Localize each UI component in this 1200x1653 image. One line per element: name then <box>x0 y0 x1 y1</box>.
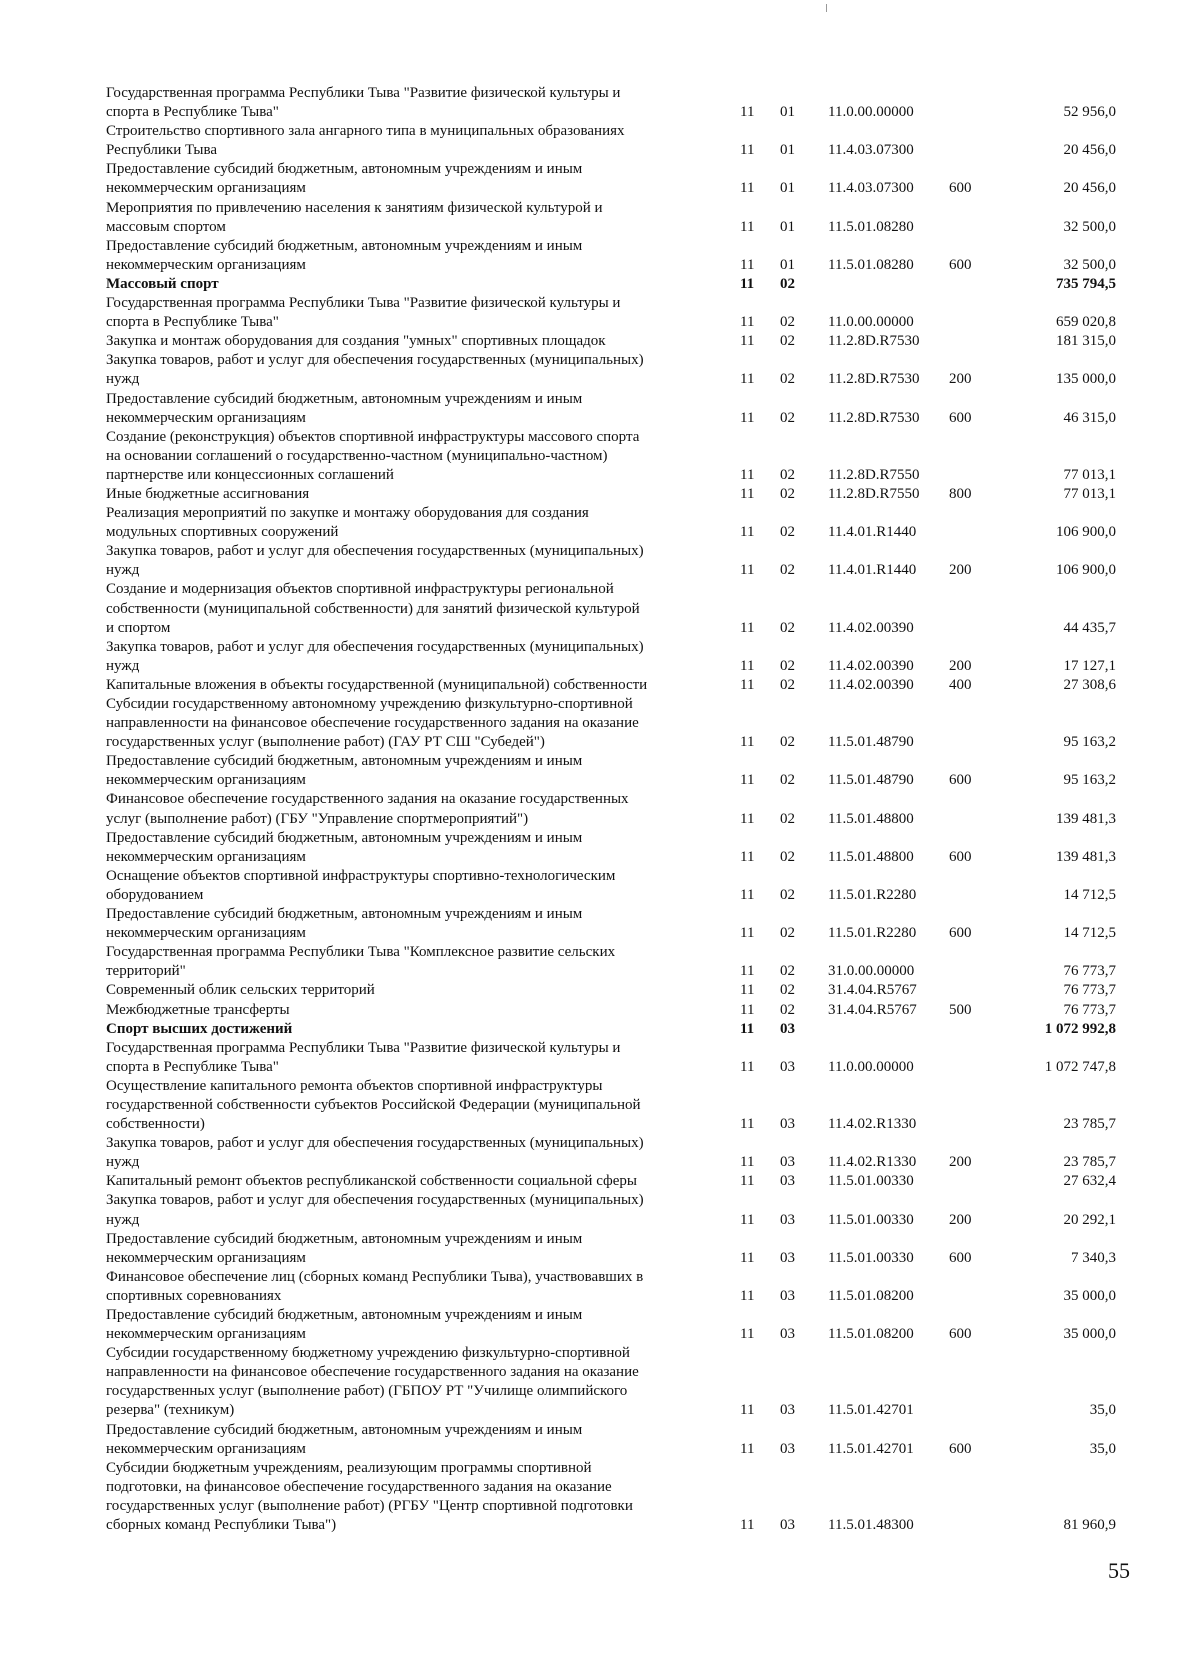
row-section-code: 11 <box>740 848 755 865</box>
row-amount: 95 163,2 <box>1063 734 1116 751</box>
row-amount: 20 292,1 <box>1063 1211 1116 1228</box>
table-row <box>106 867 1116 905</box>
page-number: 55 <box>1108 1558 1130 1583</box>
row-amount: 76 773,7 <box>1063 963 1116 980</box>
row-amount: 181 315,0 <box>1056 333 1116 350</box>
row-name: Предоставление субсидий бюджетным, автономным учреждениям и иным некоммерческим организациям <box>106 753 583 789</box>
table-row <box>106 390 1116 428</box>
row-name: Государственная программа Республики Тыва "Комплексное развитие сельских территорий" <box>106 944 616 980</box>
row-subsection-code: 02 <box>780 982 795 999</box>
row-section-code: 11 <box>740 466 755 483</box>
row-subsection-code: 02 <box>780 466 795 483</box>
table-row <box>106 294 1116 332</box>
table-row <box>106 122 1116 160</box>
row-amount: 95 163,2 <box>1063 772 1116 789</box>
row-target-article: 11.5.01.48790 <box>828 772 914 789</box>
row-amount: 20 456,0 <box>1063 142 1116 159</box>
table-row <box>106 160 1116 198</box>
row-section-code: 11 <box>740 1173 755 1190</box>
row-subsection-code: 03 <box>780 1517 795 1534</box>
row-subsection-code: 01 <box>780 180 795 197</box>
row-target-article: 11.4.03.07300 <box>828 180 914 197</box>
row-amount: 35 000,0 <box>1063 1287 1116 1304</box>
row-section-code: 11 <box>740 1326 755 1343</box>
row-subsection-code: 02 <box>780 772 795 789</box>
table-row <box>106 504 1116 542</box>
row-target-article: 11.0.00.00000 <box>828 314 914 331</box>
row-target-article: 11.4.01.R1440 <box>828 524 917 541</box>
row-name: Реализация мероприятий по закупке и монтажу оборудования для создания модульных спортивных сооружений <box>106 505 589 541</box>
row-target-article: 11.5.01.42701 <box>828 1402 914 1419</box>
row-name: Субсидии государственному автономному учреждению физкультурно-спортивной направленности на финансовое обеспечение государственного задания на оказание государственных услуг (выполнение работ) (ГАУ РТ СШ "Субедей") <box>106 696 639 751</box>
row-section-code: 11 <box>740 1402 755 1419</box>
row-amount: 27 308,6 <box>1063 676 1116 693</box>
table-row <box>106 790 1116 828</box>
row-target-article: 31.0.00.00000 <box>828 963 915 980</box>
row-subsection-code: 02 <box>780 275 795 292</box>
row-target-article: 11.5.01.R2280 <box>828 925 917 942</box>
row-section-code: 11 <box>740 409 755 426</box>
row-amount: 77 013,1 <box>1063 466 1116 483</box>
row-expense-type: 200 <box>949 1211 972 1228</box>
table-row <box>106 695 1116 752</box>
row-amount: 35,0 <box>1089 1402 1116 1419</box>
table-row <box>106 752 1116 790</box>
row-name: Межбюджетные трансферты <box>106 1001 290 1018</box>
budget-table <box>106 84 1116 1535</box>
row-name: Закупка товаров, работ и услуг для обеспечения государственных (муниципальных) нужд <box>106 543 644 579</box>
section-header-row <box>106 275 1116 294</box>
table-row <box>106 1268 1116 1306</box>
row-section-code: 11 <box>740 142 755 159</box>
row-section-code: 11 <box>740 1058 755 1075</box>
row-subsection-code: 02 <box>780 676 795 693</box>
row-name: Предоставление субсидий бюджетным, автономным учреждениям и иным некоммерческим организациям <box>106 161 583 197</box>
row-section-code: 11 <box>740 619 755 636</box>
row-subsection-code: 02 <box>780 619 795 636</box>
table-row <box>106 1172 1116 1191</box>
row-amount: 52 956,0 <box>1063 104 1116 121</box>
row-amount: 139 481,3 <box>1056 848 1116 865</box>
row-name: Современный облик сельских территорий <box>106 982 375 999</box>
row-name: Капитальные вложения в объекты государственной (муниципальной) собственности <box>106 676 648 693</box>
row-subsection-code: 03 <box>780 1211 795 1228</box>
row-target-article: 11.4.02.R1330 <box>828 1154 917 1171</box>
row-amount: 23 785,7 <box>1063 1154 1116 1171</box>
row-section-code: 11 <box>740 275 755 292</box>
table-row <box>106 351 1116 389</box>
row-target-article: 11.5.01.48800 <box>828 848 914 865</box>
row-amount: 23 785,7 <box>1063 1116 1116 1133</box>
row-target-article: 11.4.02.00390 <box>828 619 914 636</box>
table-row <box>106 638 1116 676</box>
row-section-code: 11 <box>740 314 755 331</box>
row-target-article: 31.4.04.R5767 <box>828 1001 917 1018</box>
row-section-code: 11 <box>740 485 755 502</box>
row-section-code: 11 <box>740 963 755 980</box>
row-amount: 14 712,5 <box>1063 886 1116 903</box>
row-target-article: 11.5.01.42701 <box>828 1440 914 1457</box>
row-target-article: 11.5.01.48300 <box>828 1517 914 1534</box>
row-subsection-code: 01 <box>780 104 795 121</box>
row-name: Предоставление субсидий бюджетным, автономным учреждениям и иным некоммерческим организациям <box>106 1421 583 1457</box>
row-name: Закупка товаров, работ и услуг для обеспечения государственных (муниципальных) нужд <box>106 638 644 674</box>
row-section-code: 11 <box>740 810 755 827</box>
row-target-article: 11.4.01.R1440 <box>828 562 917 579</box>
row-subsection-code: 02 <box>780 524 795 541</box>
row-expense-type: 600 <box>949 772 972 789</box>
row-subsection-code: 01 <box>780 218 795 235</box>
row-name: Предоставление субсидий бюджетным, автономным учреждениям и иным некоммерческим организациям <box>106 1230 583 1266</box>
row-subsection-code: 02 <box>780 485 795 502</box>
table-row <box>106 905 1116 943</box>
row-subsection-code: 03 <box>780 1020 795 1037</box>
row-target-article: 11.5.01.R2280 <box>828 886 917 903</box>
row-target-article: 11.5.01.00330 <box>828 1211 914 1228</box>
row-name: Мероприятия по привлечению населения к занятиям физической культурой и массовым спортом <box>106 199 603 235</box>
row-expense-type: 600 <box>949 256 972 273</box>
row-section-code: 11 <box>740 1116 755 1133</box>
table-row <box>106 1001 1116 1020</box>
row-subsection-code: 02 <box>780 810 795 827</box>
row-expense-type: 200 <box>949 1154 972 1171</box>
row-subsection-code: 01 <box>780 256 795 273</box>
row-expense-type: 200 <box>949 371 972 388</box>
row-name: Государственная программа Республики Тыва "Развитие физической культуры и спорта в Республике Тыва" <box>106 1039 621 1075</box>
row-target-article: 11.0.00.00000 <box>828 104 914 121</box>
row-subsection-code: 03 <box>780 1440 795 1457</box>
row-section-code: 11 <box>740 772 755 789</box>
row-amount: 81 960,9 <box>1063 1517 1116 1534</box>
row-section-code: 11 <box>740 333 755 350</box>
row-expense-type: 400 <box>949 676 972 693</box>
table-row <box>106 1230 1116 1268</box>
row-subsection-code: 03 <box>780 1058 795 1075</box>
row-target-article: 11.2.8D.R7530 <box>828 333 920 350</box>
row-subsection-code: 02 <box>780 371 795 388</box>
row-section-code: 11 <box>740 524 755 541</box>
row-name: Капитальный ремонт объектов республиканской собственности социальной сферы <box>106 1173 637 1190</box>
table-row <box>106 981 1116 1000</box>
row-expense-type: 600 <box>949 1249 972 1266</box>
table-row <box>106 1306 1116 1344</box>
row-name: Финансовое обеспечение государственного задания на оказание государственных услуг (выполнение работ) (ГБУ "Управление спортмероприятий") <box>106 791 629 827</box>
row-name: Финансовое обеспечение лиц (сборных команд Республики Тыва), участвовавших в спортивных соревнованиях <box>106 1268 644 1304</box>
row-section-code: 11 <box>740 180 755 197</box>
row-section-code: 11 <box>740 657 755 674</box>
row-amount: 32 500,0 <box>1063 218 1116 235</box>
table-row <box>106 1191 1116 1229</box>
table-row <box>106 1134 1116 1172</box>
row-expense-type: 600 <box>949 409 972 426</box>
row-subsection-code: 02 <box>780 562 795 579</box>
row-expense-type: 500 <box>949 1001 972 1018</box>
table-row <box>106 428 1116 485</box>
table-row <box>106 237 1116 275</box>
row-section-code: 11 <box>740 1517 755 1534</box>
row-amount: 1 072 992,8 <box>1044 1020 1116 1037</box>
row-amount: 46 315,0 <box>1063 409 1116 426</box>
row-name: Закупка и монтаж оборудования для создания "умных" спортивных площадок <box>106 333 606 350</box>
row-subsection-code: 03 <box>780 1402 795 1419</box>
table-row <box>106 1039 1116 1077</box>
row-name: Спорт высших достижений <box>106 1020 293 1037</box>
row-section-code: 11 <box>740 1001 755 1018</box>
row-expense-type: 600 <box>949 848 972 865</box>
row-amount: 77 013,1 <box>1063 485 1116 502</box>
row-amount: 7 340,3 <box>1071 1249 1116 1266</box>
row-name: Предоставление субсидий бюджетным, автономным учреждениям и иным некоммерческим организациям <box>106 1307 583 1343</box>
row-target-article: 31.4.04.R5767 <box>828 982 917 999</box>
row-expense-type: 600 <box>949 1326 972 1343</box>
row-subsection-code: 02 <box>780 333 795 350</box>
row-amount: 32 500,0 <box>1063 256 1116 273</box>
row-name: Предоставление субсидий бюджетным, автономным учреждениям и иным некоммерческим организациям <box>106 906 583 942</box>
row-section-code: 11 <box>740 982 755 999</box>
table-row <box>106 84 1116 122</box>
table-row <box>106 1077 1116 1134</box>
row-amount: 735 794,5 <box>1056 275 1116 292</box>
row-subsection-code: 02 <box>780 314 795 331</box>
row-target-article: 11.4.03.07300 <box>828 142 914 159</box>
row-target-article: 11.2.8D.R7530 <box>828 409 920 426</box>
row-section-code: 11 <box>740 1287 755 1304</box>
section-header-row <box>106 1020 1116 1039</box>
row-subsection-code: 02 <box>780 848 795 865</box>
row-name: Предоставление субсидий бюджетным, автономным учреждениям и иным некоммерческим организациям <box>106 390 583 426</box>
row-name: Создание и модернизация объектов спортивной инфраструктуры региональной собственности (муниципальной собственности) для занятий физической культурой и спортом <box>106 581 640 636</box>
row-target-article: 11.5.01.00330 <box>828 1249 914 1266</box>
row-name: Предоставление субсидий бюджетным, автономным учреждениям и иным некоммерческим организациям <box>106 237 583 273</box>
row-name: Государственная программа Республики Тыва "Развитие физической культуры и спорта в Республике Тыва" <box>106 85 621 121</box>
row-name: Создание (реконструкция) объектов спортивной инфраструктуры массового спорта на основании соглашений о государственно-частном (муниципально-частном) партнерстве или концессионных соглашений <box>106 428 640 483</box>
row-subsection-code: 02 <box>780 1001 795 1018</box>
row-section-code: 11 <box>740 676 755 693</box>
row-section-code: 11 <box>740 886 755 903</box>
row-amount: 659 020,8 <box>1056 314 1116 331</box>
row-amount: 35,0 <box>1089 1440 1116 1457</box>
row-amount: 1 072 747,8 <box>1044 1058 1116 1075</box>
table-row <box>106 1421 1116 1459</box>
table-row <box>106 1344 1116 1420</box>
row-amount: 14 712,5 <box>1063 925 1116 942</box>
row-subsection-code: 03 <box>780 1326 795 1343</box>
row-target-article: 11.5.01.00330 <box>828 1173 914 1190</box>
row-amount: 20 456,0 <box>1063 180 1116 197</box>
table-row <box>106 829 1116 867</box>
row-amount: 139 481,3 <box>1056 810 1116 827</box>
row-target-article: 11.2.8D.R7550 <box>828 485 920 502</box>
row-target-article: 11.4.02.00390 <box>828 657 914 674</box>
table-row <box>106 943 1116 981</box>
row-subsection-code: 01 <box>780 142 795 159</box>
row-target-article: 11.5.01.08200 <box>828 1287 914 1304</box>
row-subsection-code: 03 <box>780 1154 795 1171</box>
row-expense-type: 800 <box>949 485 972 502</box>
row-amount: 106 900,0 <box>1056 562 1116 579</box>
row-name: Закупка товаров, работ и услуг для обеспечения государственных (муниципальных) нужд <box>106 1135 644 1171</box>
table-row <box>106 332 1116 351</box>
row-section-code: 11 <box>740 1154 755 1171</box>
row-subsection-code: 02 <box>780 409 795 426</box>
row-name: Закупка товаров, работ и услуг для обеспечения государственных (муниципальных) нужд <box>106 1192 644 1228</box>
row-amount: 27 632,4 <box>1063 1173 1116 1190</box>
row-subsection-code: 03 <box>780 1116 795 1133</box>
row-target-article: 11.4.02.R1330 <box>828 1116 917 1133</box>
row-expense-type: 600 <box>949 925 972 942</box>
row-section-code: 11 <box>740 256 755 273</box>
table-row <box>106 542 1116 580</box>
row-amount: 76 773,7 <box>1063 1001 1116 1018</box>
row-name: Строительство спортивного зала ангарного типа в муниципальных образованиях Республики Тыва <box>106 123 625 159</box>
row-section-code: 11 <box>740 734 755 751</box>
row-expense-type: 600 <box>949 180 972 197</box>
table-row <box>106 485 1116 504</box>
row-name: Предоставление субсидий бюджетным, автономным учреждениям и иным некоммерческим организациям <box>106 829 583 865</box>
row-section-code: 11 <box>740 562 755 579</box>
row-subsection-code: 02 <box>780 886 795 903</box>
row-section-code: 11 <box>740 1249 755 1266</box>
row-expense-type: 200 <box>949 657 972 674</box>
row-target-article: 11.2.8D.R7530 <box>828 371 920 388</box>
row-target-article: 11.5.01.08280 <box>828 256 914 273</box>
row-amount: 106 900,0 <box>1056 524 1116 541</box>
row-section-code: 11 <box>740 218 755 235</box>
row-target-article: 11.0.00.00000 <box>828 1058 914 1075</box>
row-expense-type: 200 <box>949 562 972 579</box>
row-amount: 17 127,1 <box>1063 657 1116 674</box>
row-name: Закупка товаров, работ и услуг для обеспечения государственных (муниципальных) нужд <box>106 352 644 388</box>
row-name: Оснащение объектов спортивной инфраструктуры спортивно-технологическим оборудованием <box>106 867 616 903</box>
row-amount: 35 000,0 <box>1063 1326 1116 1343</box>
row-amount: 44 435,7 <box>1063 619 1116 636</box>
table-row <box>106 1459 1116 1535</box>
row-target-article: 11.5.01.48790 <box>828 734 914 751</box>
row-section-code: 11 <box>740 1440 755 1457</box>
table-row <box>106 676 1116 695</box>
row-subsection-code: 03 <box>780 1173 795 1190</box>
row-section-code: 11 <box>740 1211 755 1228</box>
row-name: Субсидии государственному бюджетному учреждению физкультурно-спортивной направленности на финансовое обеспечение государственного задания на оказание государственных услуг (выполнение работ) (ГБПОУ РТ "Училище олимпийского резерва" (техникум) <box>106 1345 639 1419</box>
row-name: Субсидии бюджетным учреждениям, реализующим программы спортивной подготовки, на финансовое обеспечение государственного задания на оказание государственных услуг (выполнение работ) (РГБУ "Центр спортивной подготовки сборных команд Республики Тыва") <box>106 1459 633 1534</box>
row-subsection-code: 02 <box>780 963 795 980</box>
row-section-code: 11 <box>740 371 755 388</box>
row-name: Осуществление капитального ремонта объектов спортивной инфраструктуры государственной собственности субъектов Российской Федерации (муниципальной собственности) <box>106 1077 641 1133</box>
row-subsection-code: 02 <box>780 734 795 751</box>
row-target-article: 11.4.02.00390 <box>828 676 914 693</box>
row-subsection-code: 03 <box>780 1287 795 1304</box>
scan-mark <box>826 4 827 12</box>
row-name: Государственная программа Республики Тыва "Развитие физической культуры и спорта в Республике Тыва" <box>106 295 621 331</box>
row-amount: 135 000,0 <box>1056 371 1116 388</box>
row-target-article: 11.2.8D.R7550 <box>828 466 920 483</box>
row-section-code: 11 <box>740 104 755 121</box>
row-subsection-code: 02 <box>780 657 795 674</box>
row-section-code: 11 <box>740 1020 755 1037</box>
row-subsection-code: 02 <box>780 925 795 942</box>
row-amount: 76 773,7 <box>1063 982 1116 999</box>
row-section-code: 11 <box>740 925 755 942</box>
row-target-article: 11.5.01.48800 <box>828 810 914 827</box>
table-row <box>106 580 1116 637</box>
row-expense-type: 600 <box>949 1440 972 1457</box>
table-row <box>106 199 1116 237</box>
row-name: Массовый спорт <box>106 275 219 292</box>
row-target-article: 11.5.01.08200 <box>828 1326 914 1343</box>
row-subsection-code: 03 <box>780 1249 795 1266</box>
row-target-article: 11.5.01.08280 <box>828 218 914 235</box>
row-name: Иные бюджетные ассигнования <box>106 485 310 502</box>
